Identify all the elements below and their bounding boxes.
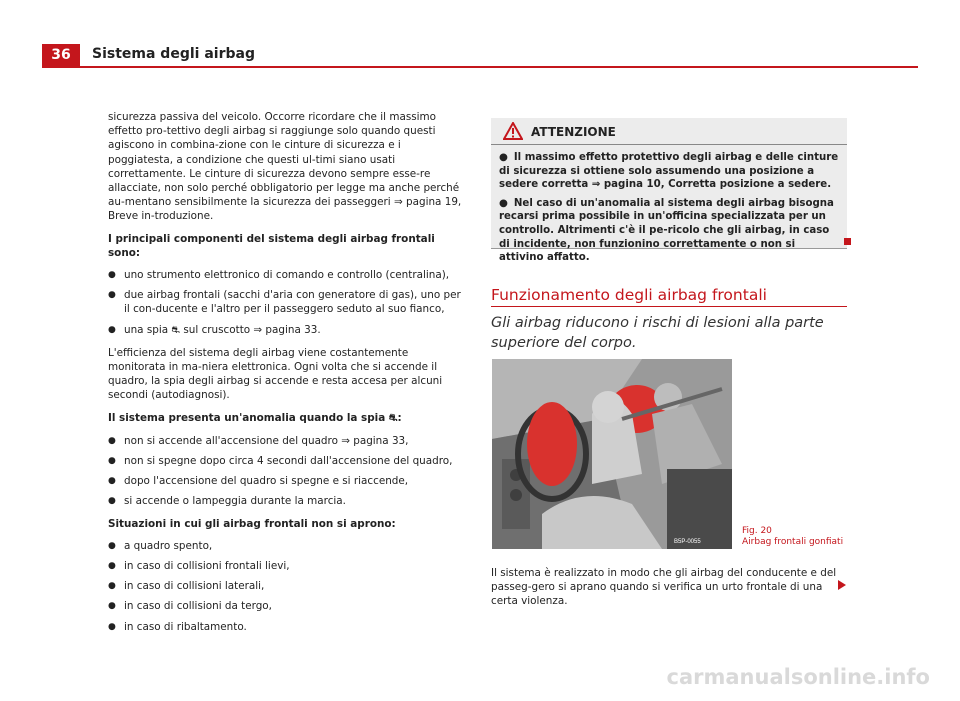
watermark: carmanualsonline.info — [666, 665, 930, 689]
airbag-figure — [492, 359, 732, 549]
anomaly-list — [108, 434, 463, 509]
list-item: ● in caso di collisioni frontali lievi, — [108, 559, 463, 573]
warning-item-text: Nel caso di un'anomalia al sistema degli airbag bisogna recarsi prima possibile in un'officina specializzata per un controllo. Altrimenti c'è il pe-ricolo che gli airbag, in caso di incidente, non funzionino correttamente o non si attivino affatto. — [499, 197, 834, 264]
intro-paragraph: sicurezza passiva del veicolo. Occorre ricordare che il massimo effetto pro-tettivo degli airbag si raggiunge solo quando questi agiscono in combina-zione con le cinture di sicurezza e i poggiatesta, a condizione che questi ul-timi siano usati correttamente. Le cinture di sicurezza devono sempre esse-re allacciate, non solo perché obbligatorio per legge ma anche perché au-mentano sensibilmente la sicurezza dei passeggeri ⇒ pagina 19, Breve in-troduzione. — [108, 111, 462, 223]
figure-caption — [742, 526, 843, 548]
list-item-text: sul cruscotto ⇒ pagina 33. — [183, 323, 321, 336]
monitoring-paragraph: L'efficienza del sistema degli airbag viene costantemente monitorata in ma-niera elettronica. Ogni volta che si accende il quadro, la spia degli airbag si accende e resta accesa per alcuni secondi (autodiagnosi). — [108, 346, 443, 402]
no-open-list — [108, 539, 463, 634]
section-title: Funzionamento degli airbag frontali — [491, 286, 767, 304]
list-item: ● in caso di collisioni da tergo, — [108, 599, 463, 613]
warning-box — [491, 118, 847, 264]
list-item: ● in caso di collisioni laterali, — [108, 579, 463, 593]
anomaly-heading-text: Il sistema presenta un'anomalia quando la spia — [108, 411, 386, 424]
warning-item: ● Nel caso di un'anomalia al sistema degli airbag bisogna recarsi prima possibile in un'officina specializzata per un controllo. Altrimenti c'è il pe-ricolo che gli airbag, in caso di incidente, non funzionino correttamente o non si attivino affatto. — [499, 197, 834, 264]
list-item: ● in caso di ribaltamento. — [108, 620, 463, 634]
figure-number: Fig. 20 — [742, 526, 772, 536]
list-item: ● due airbag frontali (sacchi d'aria con generatore di gas), uno per il con-ducente e l'altro per il passeggero seduto al suo fianco, — [108, 288, 463, 316]
warning-body — [491, 145, 847, 265]
left-column — [108, 110, 463, 642]
section-end-marker — [844, 238, 851, 245]
header-divider — [42, 66, 918, 68]
page-number: 36 — [42, 44, 80, 66]
figure-caption-text: Airbag frontali gonfiati — [742, 537, 844, 547]
warning-header — [491, 118, 847, 145]
components-list — [108, 268, 463, 338]
list-item: ● si accende o lampeggia durante la marcia. — [108, 494, 463, 508]
list-item: ● dopo l'accensione del quadro si spegne e si riaccende, — [108, 474, 463, 488]
list-item — [108, 323, 463, 338]
list-item: ● uno strumento elettronico di comando e controllo (centralina), — [108, 268, 463, 282]
section-divider — [491, 306, 847, 307]
anomaly-heading — [108, 411, 463, 426]
warning-item: ● Il massimo effetto protettivo degli airbag e delle cinture di sicurezza si ottiene solo assumendo una posizione a sedere corretta ⇒ pagina 10, Corretta posizione a sedere. — [499, 152, 839, 191]
figure-code: B5P-0055 — [674, 539, 701, 545]
list-item: ● non si spegne dopo circa 4 secondi dall'accensione del quadro, — [108, 454, 463, 468]
warning-item-text: Il massimo effetto protettivo degli airbag e delle cinture di sicurezza si ottiene solo assumendo una posizione a sedere corretta ⇒ pagina 10, Corretta posizione a sedere. — [499, 152, 839, 191]
continue-arrow-icon — [838, 580, 846, 590]
list-item: ● a quadro spento, — [108, 539, 463, 553]
list-item: ● non si accende all'accensione del quadro ⇒ pagina 33, — [108, 434, 463, 448]
airbag-warning-icon: ⛐ — [171, 324, 181, 336]
list-item-text: una spia — [124, 323, 169, 336]
page-title: Sistema degli airbag — [92, 46, 255, 62]
warning-title: ATTENZIONE — [531, 125, 616, 139]
airbag-warning-icon: ⛐ — [388, 412, 398, 424]
components-heading: I principali componenti del sistema degli airbag frontali sono: — [108, 232, 435, 259]
airbag-illustration — [492, 359, 732, 549]
anomaly-heading-colon: : — [397, 411, 402, 424]
right-body-paragraph: Il sistema è realizzato in modo che gli airbag del conducente e del passeg-gero si aprano quando si verifica un urto frontale di una certa violenza. — [491, 567, 837, 608]
no-open-heading: Situazioni in cui gli airbag frontali non si aprono: — [108, 517, 396, 530]
warning-triangle-icon — [503, 122, 523, 140]
section-subtitle: Gli airbag riducono i rischi di lesioni alla parte superiore del corpo. — [491, 315, 824, 351]
